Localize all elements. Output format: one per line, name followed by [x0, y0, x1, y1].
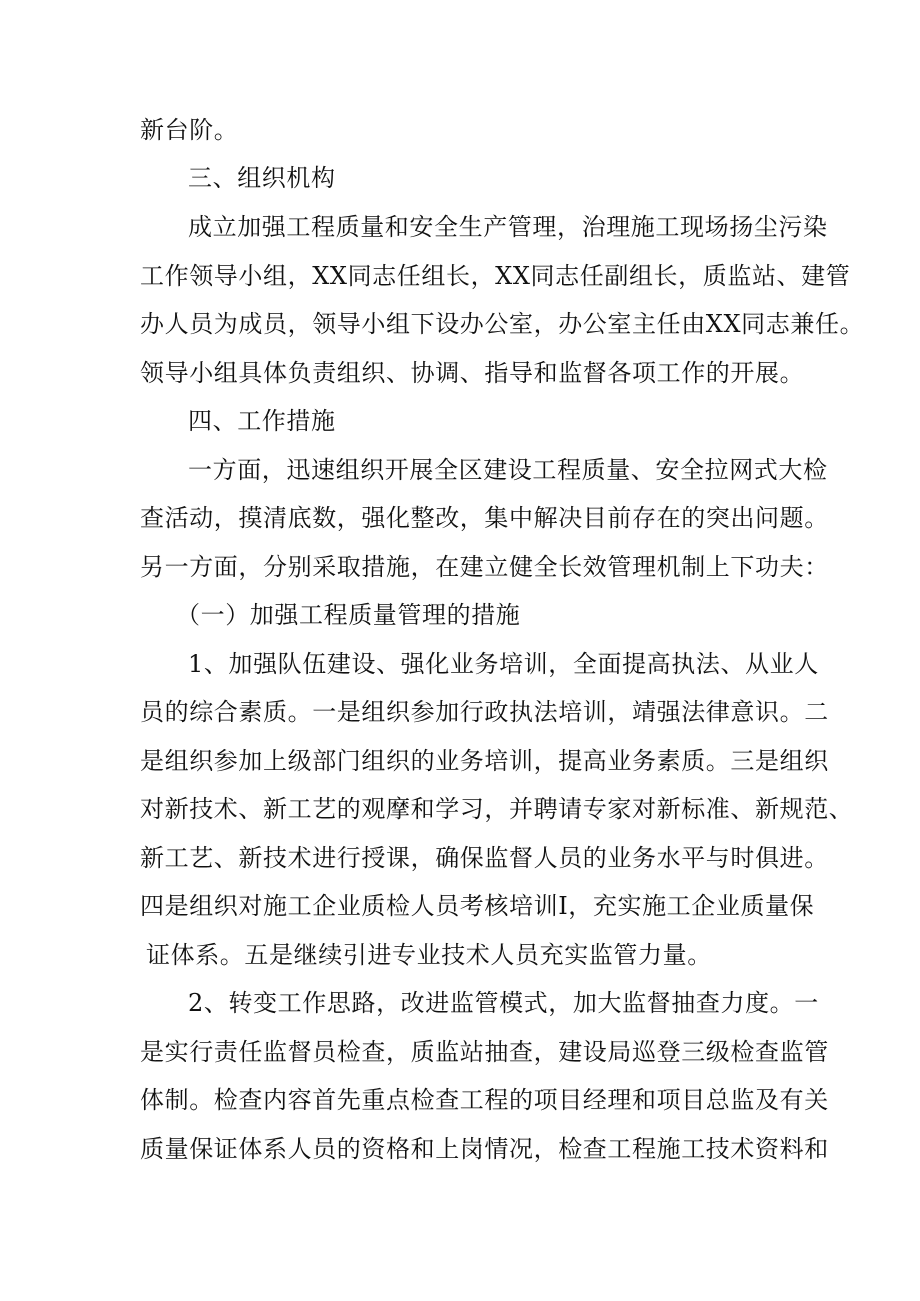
- subsection-heading: （一）加强工程质量管理的措施: [176, 601, 521, 629]
- paragraph-line: 1、加强队伍建设、强化业务培训，全面提高执法、从业人: [188, 650, 819, 678]
- paragraph-line: 2、转变工作思路，改进监管模式，加大监督抽查力度。一: [188, 989, 819, 1017]
- paragraph-line: 新工艺、新技术进行授课，确保监督人员的业务水平与时俱进。: [140, 844, 829, 872]
- paragraph-line: 质量保证体系人员的资格和上岗情况，检查工程施工技术资料和: [140, 1135, 829, 1163]
- paragraph-line: 办人员为成员，领导小组下设办公室，办公室主任由XX同志兼任。: [140, 310, 865, 338]
- paragraph-line: 是组织参加上级部门组织的业务培训，提高业务素质。三是组织: [140, 747, 829, 775]
- paragraph-line: 查活动，摸清底数，强化整改，集中解决目前存在的突出问题。: [140, 504, 829, 532]
- paragraph-line: 一方面，迅速组织开展全区建设工程质量、安全拉网式大检: [188, 456, 828, 484]
- paragraph-line: 另一方面，分别采取措施，在建立健全长效管理机制上下功夫：: [140, 553, 829, 581]
- section-heading: 四、工作措施: [188, 407, 336, 435]
- paragraph-line: 四是组织对施工企业质检人员考核培训I，充实施工企业质量保: [140, 892, 815, 920]
- paragraph-line: 是实行责任监督员检查，质监站抽查，建设局巡登三级检查监管: [140, 1038, 829, 1066]
- paragraph-line: 领导小组具体负责组织、协调、指导和监督各项工作的开展。: [140, 359, 805, 387]
- paragraph-line: 对新技术、新工艺的观摩和学习，并聘请专家对新标准、新规范、: [140, 795, 854, 823]
- paragraph-line: 体制。检查内容首先重点检查工程的项目经理和项目总监及有关: [140, 1086, 829, 1114]
- paragraph-line: 员的综合素质。一是组织参加行政执法培训，靖强法律意识。二: [140, 698, 829, 726]
- paragraph-line: 成立加强工程质量和安全生产管理，治理施工现场扬尘污染: [188, 213, 828, 241]
- paragraph-line: 证体系。五是继续引进专业技术人员充实监管力量。: [146, 941, 712, 969]
- section-heading: 三、组织机构: [188, 164, 336, 192]
- paragraph-line: 新台阶。: [140, 116, 239, 144]
- paragraph-line: 工作领导小组，XX同志任组长，XX同志任副组长，质监站、建管: [140, 262, 851, 290]
